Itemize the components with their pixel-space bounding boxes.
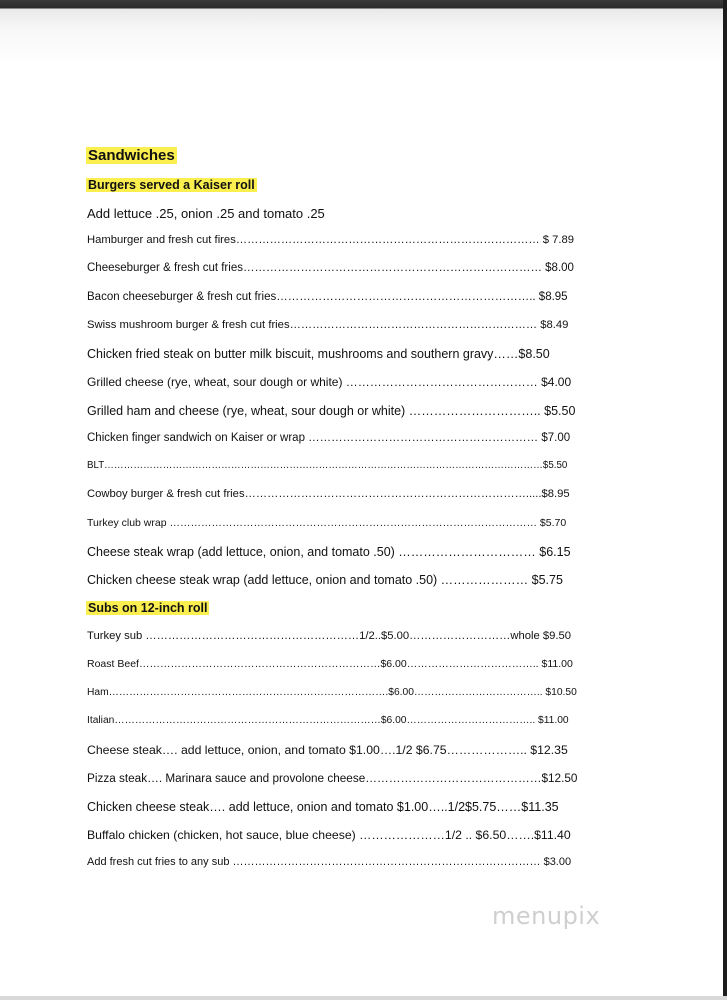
- menu-item: Cheese steak…. add lettuce, onion, and tomato $1.00….1/2 $6.75……………….. $12.35: [87, 743, 568, 757]
- subs-heading: Subs on 12-inch roll: [88, 601, 208, 615]
- menu-item: Pizza steak…. Marinara sauce and provolone cheese………………………………………$12.50: [87, 772, 578, 785]
- menu-item: BLT………………………………………………………………………………………………………………………$5.50: [87, 460, 568, 471]
- menu-item: Chicken cheese steak wrap (add lettuce, onion and tomato .50) ………………… $5.75: [87, 573, 563, 587]
- menu-item: Turkey club wrap …………………………………………………………………………………………… $5.70: [87, 517, 567, 529]
- burgers-heading: Burgers served a Kaiser roll: [88, 178, 255, 192]
- menu-title: Sandwiches: [88, 147, 175, 164]
- menu-item: Chicken finger sandwich on Kaiser or wrap …………………………………………………… $7.00: [87, 432, 571, 444]
- menu-item: Cowboy burger & fresh cut fries………………………………………………………………….....$8.95: [87, 488, 570, 500]
- menu-item: Swiss mushroom burger & fresh cut fries………………………………………………………… $8.49: [87, 319, 569, 331]
- menu-item: Italian……………………………………………………………………$6.00……………………………….. $11.00: [87, 715, 569, 726]
- menu-item: Roast Beef……………………………………………………………$6.00……………………………….. $11.00: [87, 658, 573, 670]
- menu-item: Buffalo chicken (chicken, hot sauce, blue cheese) …………………1/2 .. $6.50…….$11.40: [87, 828, 571, 842]
- menu-item: Grilled ham and cheese (rye, wheat, sour dough or white) ………………………….. $5.50: [87, 404, 576, 418]
- menu-item: Grilled cheese (rye, wheat, sour dough or white) ………………………………………… $4.00: [87, 375, 572, 389]
- menu-item: Cheeseburger & fresh cut fries…………………………………………………………………… $8.00: [87, 262, 574, 274]
- menu-item: Ham……………………………………………………………………….$6.00……………………………….. $10.50: [87, 687, 577, 698]
- menupix-watermark: menupix: [492, 902, 601, 930]
- scan-top-edge: [0, 0, 727, 62]
- menu-item: Chicken fried steak on butter milk biscuit, mushrooms and southern gravy……$8.50: [87, 347, 550, 361]
- menu-item: Add fresh cut fries to any sub ………………………………………………………………………… $3.00: [87, 856, 572, 868]
- scan-right-edge: [723, 0, 727, 1000]
- menu-item: Hamburger and fresh cut fires……………………………………………………………………… $ 7.89: [87, 234, 574, 246]
- menu-item: Bacon cheeseburger & fresh cut fries………………………………………………………….. $8.95: [87, 291, 568, 303]
- menu-item: Turkey sub …………………………………………………1/2..$5.00………………………whole $9.50: [87, 630, 572, 642]
- menu-item: Chicken cheese steak…. add lettuce, onion and tomato $1.00…..1/2$5.75……$11.35: [87, 800, 559, 814]
- burgers-note: Add lettuce .25, onion .25 and tomato .25: [87, 206, 325, 221]
- menu-item: Cheese steak wrap (add lettuce, onion, and tomato .50) …………………………… $6.15: [87, 545, 571, 559]
- scan-bottom-edge: [0, 996, 727, 1000]
